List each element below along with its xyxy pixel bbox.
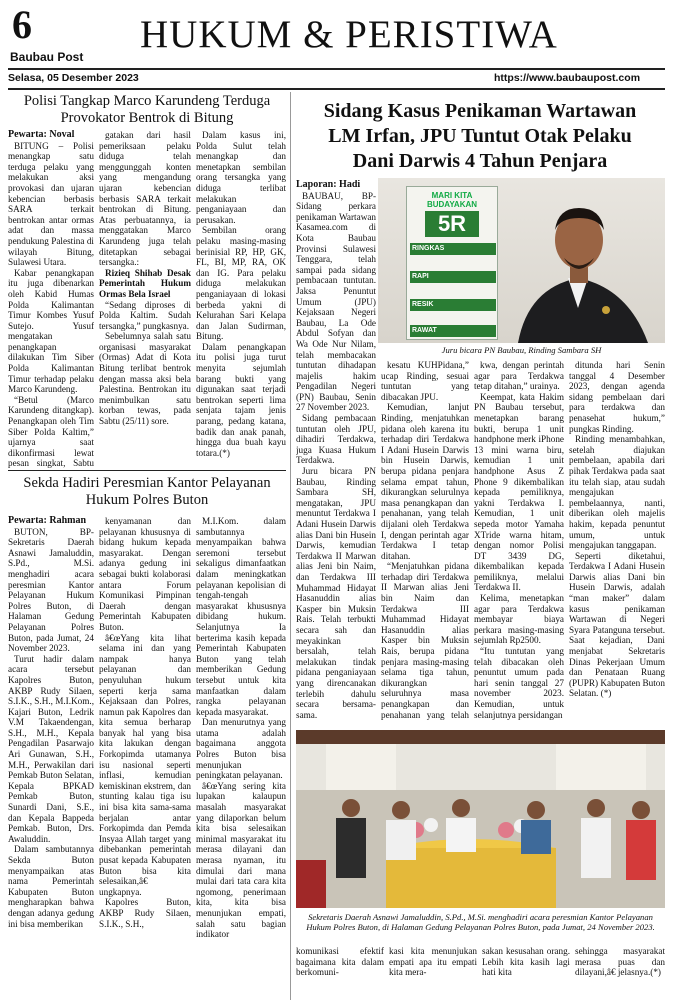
article3-col1 [296,180,376,720]
paper-name: Baubau Post [10,50,84,64]
article2-col3 [196,516,286,1002]
article1-para: Sebelumnya salah satu organisasi masyarakat (Ormas) Adat di Kota Bitung terlibat bentrok dengan massa aksi bela Palestina. Bentrokan itu menimbulkan satu korban tewas, pada Sabtu (25/11) sore. [99,331,191,427]
article3-para: Sidang pembacaan tuntutan oleh JPU, dihadiri Terdakwa, juga Kuasa Hukum Terdakwa. [296,413,376,466]
masthead-rule-top [8,68,665,70]
website-url[interactable]: https://www.baubaupost.com [494,72,641,84]
article3-para: Keempat, kata Hakim PN Baubau tersebut, menetapkan barang bukti, berupa 1 unit handphone merk iPhone 13 mini warna biru, kemudian 1 unit handphone Asus Z Phone 9 dikembalikan kepada pemiliknya, yakni Terdakwa I. Kemudian, 1 unit sepeda motor Yamaha XTride warna hitam, dengan nomor Polisi DT 3439 DG, dikembalikan kepada pemiliknya, melalui Terdakwa II. [474,391,564,593]
issue-date: Selasa, 05 Desember 2023 [8,72,139,84]
article3-para: ditunda hari Senin tanggal 4 Desember 2023, dengan agenda sidang pembelaan dari para terdakwa dan penasehat hukum,” pungkas Rinding. [569,360,665,434]
masthead-rule-bottom [8,88,665,90]
article3-byline: Laporan: Hadi [296,180,361,190]
article3-para: Rinding menambahkan, setelah diajukan pembelaan, apabila dari pihak Terdakwa pada saat itu telah siap, atau sudah mengajukan pembelaannya, nanti, diberikan oleh majelis hakim, kepada penuntut umum, untuk mengajukan tanggapan. [569,434,665,551]
banner-item: RINGKAS [410,243,496,255]
article3-para: kwa, dengan perintah agar para Terdakwa tetap ditahan,” urainya. [474,360,564,392]
article2-para: kenyamanan dan pelayanan khususnya di bidang hukum kepada masyarakat. Dengan adanya gedung ini sebagai bukti kolaborasi antara Forum Komunikasi Pimpinan Daerah dengan Pemerintah Kabupaten Buton. [99,516,191,632]
banner-item: RESIK [410,299,496,311]
article2-headline-line2: Hukum Polres Buton [85,492,209,508]
article2-cont-col4 [575,946,665,1002]
article2-para: BUTON, BP-Sekretaris Daerah Asnawi Jamaluddin, S.Pd., M.Si. menghadiri acara peresmian Kantor Pelayanan Hukum Polres Buton, di Halaman Gedung Pelayanan Polres Buton, pada Jumat, 24 November 2023. [8,526,94,654]
article1-para: Kabar penangkapan itu juga dibenarkan oleh Kabid Humas Polda Kalimantan Timur Kombes Yusuf Sutejo. Yusuf mengatakan penangkapan dilakukan Tim Siber Polda Kalimantan Timur terhadap pelaku Marco Karundeng. [8,267,94,395]
article3-para: kesatu KUHPidana,” ucap Rinding, sesuai tuntutan yang dibacakan JPU. [381,360,469,402]
article2-cont-col2 [389,946,477,1002]
article1-para: Rizieq Shihab Desak Pemerintah Hukum Ormas Bela Israel [99,267,191,299]
article3-col3 [474,360,564,720]
spokesperson-photo-caption: Juru bicara PN Baubau, Rinding Sambara SH [441,345,602,355]
spokesperson-figure [498,178,665,343]
article3-para: “Itu tuntutan yang telah dibacakan oleh penuntut umum pada hari senin tanggal 27 november 2023. Kemudian, untuk selanjutnya persidangan [474,646,564,720]
article1-para: Dalam penangkapan itu polisi juga turut menyita sejumlah barang bukti yang digunakan saat terjadi bentrokan seperti lima senjata tajam jenis parang, pedang katana, badik dan anak panah, hingga dua buah kayu totara.(*) [196,341,286,458]
article1-col2 [99,130,191,468]
article3-para: “Menjatuhkan pidana terhadap diri Terdakwa II Marwan alias Jeni bin Naim dan Terdakwa III Muhammad Hidayat Hasanuddin alias Kasper bin Muksin Rais, berupa pidana penjara masing-masing selama tiga tahun, dikurangkan seluruhnya masa penangkapan dan penahanan yang telah [381,561,469,720]
article3-para: Kelima, menetapkan agar para Terdakwa membayar biaya perkara masing-masing sejumlah Rp2500. [474,593,564,646]
article1-para: BITUNG – Polisi menangkap satu terduga pelaku yang melakukan aksi provokasi dan ujaran kebencian berbasis SARA terkait bentrokan antar ormas adat dan massa pendukung Palestina di wilayah Bitung, Sulawesi Utara. [8,140,94,268]
article1-col3 [196,130,286,468]
article3-para: Seperti diketahui, Terdakwa I Adani Husein Darwis alias Dani bin Husein Darwis, adalah “man maker” dalam kasus penikaman Wartawan di Negeri Syara Patanguna tersebut. Saat kejadian, Dani menjabat Sekretaris Dinas Pekerjaan Umum dan Penataan Ruang (PUPR) Kabupaten Buton Selatan. (*) [569,550,665,699]
article1-headline-line1: Polisi Tangkap Marco Karundeng Terduga [23,93,271,109]
article2-byline: Pewarta: Rahman [8,516,87,526]
ceremony-photo [296,730,665,908]
article2-col2 [99,516,191,1002]
article2-para: M.I.Kom. dalam sambutannya menyampaikan bahwa seremoni tersebut sekaligus dimanfaatkan dalam meningkatkan pelayanan kepolisian di tengah-tengah masyarakat khususnya dibidang hukum. Selanjutnya Ia berterima kasih kepada Pemerintah Kabupaten Buton yang telah memberikan Gedung tersebut untuk kita manfaatkan dalam rangka pelayanan kepada masyarakat. [196,516,286,717]
article2-para: â€œYang kita lihat selama ini dan yang nampak hanya pelayanan dan penyuluhan hukum seperti kerja sama Kejaksaan dan Polres, namun pak Kapolres dan kita semua berharap banyak hal yang bisa kita lakukan dengan Forkopimda utamanya isu nasional seperti inflasi, kemudian kemiskinan ekstrem, dan stunting kalau tiga isu ini bisa kita sama-sama berjalan antar Forkopimda dan Pemda Insyaa Allah target yang dibebankan pemerintah pusat kepada Kabupaten Buton bisa kita selesaikan,â€ ungkapnya. [99,632,191,897]
article1-para: Sembilan orang pelaku masing-masing berinisial RP, HP, GK, FL, BI, MP, RA, OK dan IG. Para pelaku diduga melakukan penganiayaan di lokasi berbeda yakni di Kelurahan Sari Kelapa dan Jalan Sudirman, Bitung. [196,225,286,342]
article1-para: “Sedang diproses di Polda Kaltim. Sudah tersangka,” pungkasnya. [99,299,191,331]
article2-para: sakan kesusahan orang. Lebih kita kasih lagi hati kita [482,946,570,978]
page-number: 6 [12,2,32,47]
article2-para: Turut hadir dalam acara tersebut Kapolres Buton, AKBP Rudy Silaen, S.I.K., S.H., M.I.Kom., Kajari Buton, Ledrik V.M Takaendengan, S.H., M.H., Kepala Pengadilan Pasarwajo Ari Gunawan, S.H., M.H., Perwakilan dari Pemkab Buton Selatan, Kepala BPKAD Pemkab Buton, Sunardi Dani, S.E., dan Kepala Bappeda Pemkab. Buton, Drs. Awaluddin. [8,653,94,844]
article1-headline-line2: Provokator Bentrok di Bitung [60,110,234,126]
article1-byline: Pewarta: Noval [8,130,75,140]
article2-cont-col1 [296,946,384,1002]
article3-col4 [569,360,665,720]
banner-text-1: MARI KITA [431,191,473,200]
article1-headline [8,93,286,127]
article2-para: Dan menurutnya yang utama adalah bagaimana anggota Polres Buton bisa menunjukan peningkatan pelayanan. [196,717,286,781]
article1-para: gatakan dari hasil pemeriksaan pelaku diduga telah menggunggah konten yang mengandung ujaran kebencian berbasis SARA terkait bentrokan di Bitung. Atas perbuatannya, ia menggatakan Marco Karundeng juga telah ditetapkan sebagai tersangka.: [99,130,191,268]
section-title: HUKUM & PERISTIWA [140,13,558,56]
5r-banner [406,186,498,340]
article2-headline-line1: Sekda Hadiri Peresmian Kantor Pelayanan [23,475,271,491]
ceremony-scene [296,730,665,908]
article2-para: Kapolres Buton, AKBP Rudy Silaen, S.I.K., S.H., [99,897,191,929]
ceremony-photo-caption: Sekretaris Daerah Asnawi Jamaluddin, S.Pd., M.Si. menghadiri acara peresmian Kantor Pelayanan Hukum Polres Buton, di Halaman Gedung Pelayanan Polres Buton, pada Jumat, 24 November 2023. [306,912,655,932]
article3-para: BAUBAU, BP-Sidang perkara penikaman Wartawan Kasamea.com di Kota Baubau Provinsi Sulawesi Tenggara, telah sampai pada sidang pembacaan tuntutan. Jaksa Penuntut Umum (JPU) Kejaksaan Negeri Baubau, La Ode Abdul Sofyan dan Wa Ode Nur Nilam, telah membacakan tuntutan dihadapan majelis hakim Pengadilan Negeri (PN) Baubau, Senin 27 November 2023. [296,190,376,413]
article3-para: Kemudian, lanjut Rinding, menjatuhkan pidana oleh karena itu terhadap diri Terdakwa I Adani Husein Darwis bin Husein Darwis, berupa pidana penjara selama empat tahun, dikurangkan selurulnya masa penangkapan dan penahanan, yang telah dijalani oleh Terdakwa I, dengan perintah agar Terdakwa I tetap ditahan. [381,402,469,561]
article2-col1 [8,516,94,1002]
column-divider [290,92,291,1000]
banner-5r: 5R [425,211,479,237]
article3-headline-line1: Sidang Kasus Penikaman Wartawan [323,100,637,122]
article2-para: â€œYang sering kita lupakan kalaupun masalah masyarakat yang dilaporkan belum kita bisa selesaikan minimal masyarakat itu merasa dilayani dan merasa nyaman, itu dimulai dari mana mulai dari tata cara kita ngomong, penerimaan kita, kita bisa menunjukan empati, salah satu bagian indikator [196,780,286,940]
article3-headline [294,99,666,174]
article1-rule [8,470,286,471]
banner-text-2: BUDAYAKAN [426,200,478,209]
article3-headline-line3: Dani Darwis 4 Tahun Penjara [352,150,608,172]
article1-para: “Betul (Marco Karundeng ditangkap). Penangkapan oleh Tim Siber Polda Kaltim,” ujarnya saat dikonfirmasi lewat pesan singkat, Sabtu [8,394,94,468]
article2-cont-col3 [482,946,570,1002]
banner-item: RAWAT [410,325,496,337]
article3-headline-line2: LM Irfan, JPU Tuntut Otak Pelaku [328,125,632,147]
article3-para: Juru bicara PN Baubau, Rinding Sambara SH, mengatakan, JPU menuntut Terdakwa I Adani Husein Darwis alias Dani bin Husein Darwis, kemudian Terdakwa II Marwan alias Jeni bin Naim, dan Terdakwa III Muhammad Hidayat Hasanuddin alias Kasper bin Muksin Rais. Telah terbukti secara sah dan meyakinkan bersalah, telah melakukan tindak pidana penganiayaan yang direncanakan terlebih dahulu secara bersama-sama. [296,466,376,720]
article1-para: Dalam kasus ini, Polda Sulut telah menangkap dan menetapkan sembilan orang tersangka yang diduga terlibat melakukan penganiayaan dan perusakan. [196,130,286,225]
article2-para: Dalam sambutannya Sekda Buton menyampaikan atas nama Pemerintah Kabupaten Buton mengharapkan bahwa dengan adanya gedung ini bisa memberikan [8,844,94,929]
article1-col1 [8,130,94,468]
article2-para: kasi kita menunjukan empati apa itu empati kita mera- [389,946,477,978]
banner-item: RAPI [410,271,496,283]
spokesperson-photo [378,178,665,343]
article2-para: sehingga masyarakat merasa puas dan dilayani,â€ jelasnya.(*) [575,946,665,978]
article3-col2 [381,360,469,720]
article2-para: komunikasi efektif bagaimana kita dalam berkomuni- [296,946,384,978]
article2-headline [8,475,286,509]
